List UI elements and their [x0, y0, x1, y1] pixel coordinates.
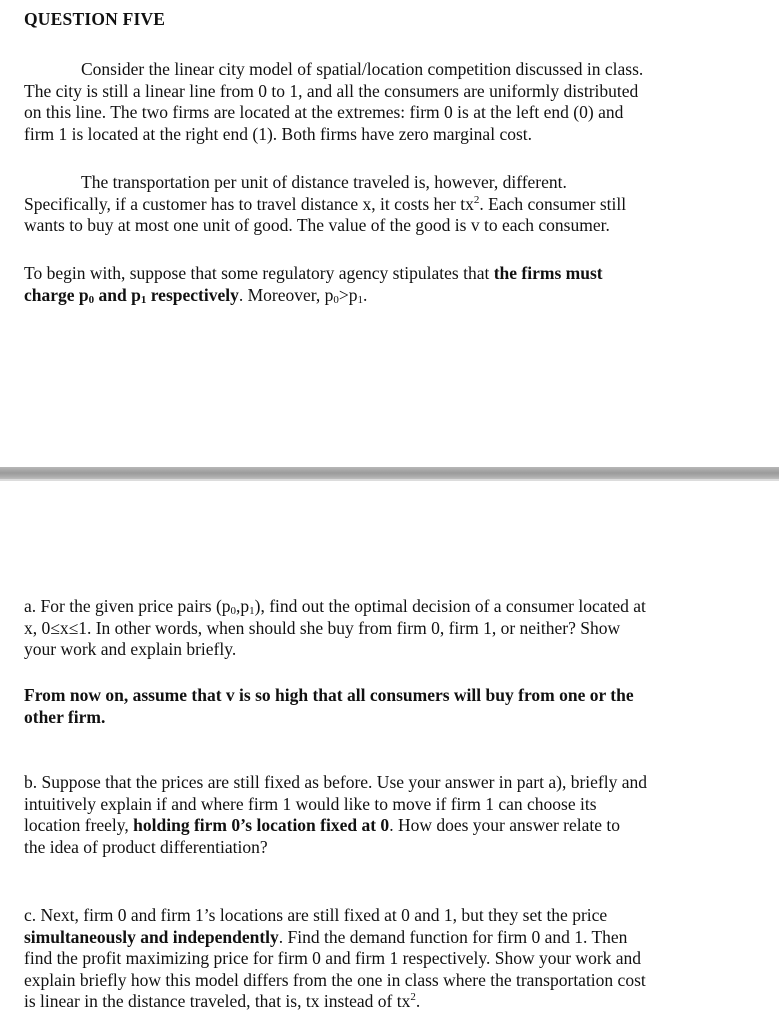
text-line: explain briefly how this model differs from the one in class where the transportation cost [24, 969, 646, 990]
text-run: is linear in the distance traveled, that is, tx instead of tx [24, 991, 411, 1011]
part-b-paragraph [24, 772, 744, 858]
text-line: find the profit maximizing price for firm 0 and firm 1 respectively. Show your work and [24, 948, 642, 968]
part-a-paragraph [24, 596, 744, 661]
part-c-paragraph [24, 905, 744, 1013]
text-run: ), find out the optimal decision of a consumer located at [254, 596, 646, 616]
text-line [24, 194, 744, 216]
subscript: 0 [333, 293, 339, 306]
superscript: 2 [473, 193, 480, 206]
subscript: 1 [357, 293, 364, 306]
bold-run: holding firm 0’s location fixed at 0 [133, 815, 390, 835]
text-run: Specifically, if a customer has to travel distance x, it costs her tx [24, 193, 474, 214]
text-line: From now on, assume that v is so high that all consumers will buy from one or the [24, 685, 634, 705]
text-run: . Find the demand function for firm 0 and 1. Then [278, 926, 628, 947]
text-line: on this line. The two firms are located at the extremes: firm 0 is at the left end (0) and [24, 102, 624, 122]
text-run: a. For the given price pairs (p [24, 596, 231, 616]
text-line [24, 285, 744, 307]
text-line [24, 596, 744, 618]
question-title: QUESTION FIVE [24, 9, 166, 29]
text-line [24, 263, 744, 285]
subscript: 0 [230, 605, 237, 617]
text-run: location freely, [24, 815, 134, 835]
text-line [24, 991, 744, 1013]
intro-paragraph-2 [24, 172, 744, 237]
text-line: wants to buy at most one unit of good. The value of the good is v to each consumer. [24, 215, 610, 235]
text-line: c. Next, firm 0 and firm 1’s locations are still fixed at 0 and 1, but they set the price [24, 905, 608, 925]
text-line: other firm. [24, 706, 106, 727]
text-run: To begin with, suppose that some regulatory agency stipulates that [24, 263, 494, 283]
text-line: firm 1 is located at the right end (1). Both firms have zero marginal cost. [24, 123, 533, 144]
text-run: ,p [236, 596, 250, 616]
text-run: . [363, 284, 368, 305]
text-run: . [415, 991, 421, 1011]
text-line: intuitively explain if and where firm 1 would like to move if firm 1 can choose its [24, 793, 597, 814]
text-line: Consider the linear city model of spatial/location competition discussed in class. [81, 59, 644, 79]
text-line: The city is still a linear line from 0 to 1, and all the consumers are uniformly distributed [24, 80, 639, 101]
text-line: b. Suppose that the prices are still fixed as before. Use your answer in part a), briefly and [24, 772, 647, 792]
text-run: and p [94, 284, 141, 305]
text-run: >p [338, 284, 358, 305]
text-line: the idea of product differentiation? [24, 836, 268, 857]
text-line [24, 815, 744, 837]
text-line: The transportation per unit of distance traveled is, however, different. [81, 172, 567, 192]
text-run: charge p [24, 284, 89, 305]
text-run: . Each consumer still [479, 193, 627, 214]
text-line: your work and explain briefly. [24, 639, 237, 659]
bold-run [24, 285, 239, 305]
text-run: respectively [146, 284, 239, 305]
text-run: . Moreover, p [238, 284, 334, 305]
subscript: 0 [88, 293, 95, 306]
text-line [24, 927, 744, 949]
subscript: 1 [140, 293, 147, 306]
intro-paragraph-1 [24, 59, 744, 145]
assumption-paragraph [24, 685, 744, 728]
intro-paragraph-3 [24, 263, 744, 306]
page-divider [0, 467, 779, 479]
text-line: x, 0≤x≤1. In other words, when should she buy from firm 0, firm 1, or neither? Show [24, 617, 621, 638]
subscript: 1 [249, 605, 255, 617]
text-run: . How does your answer relate to [389, 815, 621, 835]
bold-run: the firms must [493, 263, 603, 283]
bold-run: simultaneously and independently [24, 926, 279, 947]
superscript: 2 [410, 991, 416, 1003]
